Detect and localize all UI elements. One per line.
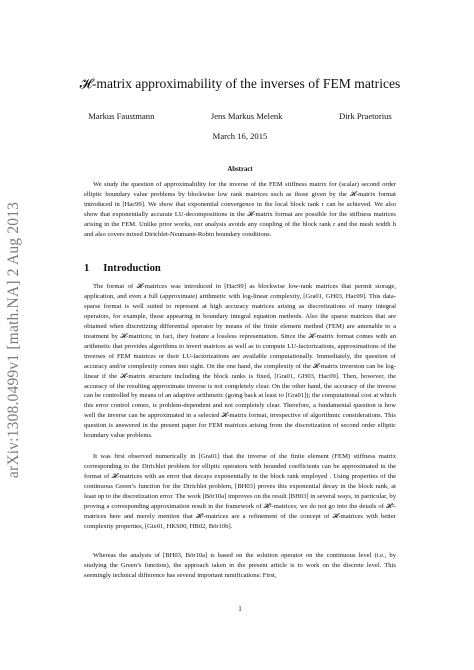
- author-name: Jens Markus Melenk: [210, 111, 283, 121]
- body-paragraph: Whereas the analysis of [BH03, Bör10a] is based on the solution operator on the continuous level (i.e., by studying the Green’s function), the approach taken in the present article is to work on the discrete level. This seemingly technical difference has several important ramifications: First,: [84, 552, 396, 579]
- section-number: 1: [84, 263, 90, 274]
- page-number: 1: [238, 605, 242, 613]
- author-name: Dirk Praetorius: [338, 111, 392, 121]
- body-paragraph: The format of 𝓗-matrices was introduced in [Hac99] as blockwise low-rank matrices that permit storage, application, and even a full (approximate) arithmetic with log-linear complexity, [Gra01, GH03, Hac09]. This data-sparse format is well suited to represent at high accuracy matrices arising as discretizations of many integral operators, for example, those appearing in boundary integral equation methods. Also the sparse matrices that are obtained when discretizing differential operator by means of the finite element method (FEM) are amenable to a treatment by 𝓗-matrices; in fact, they feature a lossless representation. Since the 𝓗-matrix format comes with an arithmetic that provides algorithms to invert matrices as well as to compute LU-factorizations, approximations of the inverses of FEM matrices or their LU-factorizations are available computationally. Immediately, the question of accuracy and/or complexity comes into sight. On the one hand, the complexity of the 𝓗-matrix inversion can be log-linear if the 𝓗-matrix structure including the block ranks is fixed, [Gra01, GH03, Hac09]. Then, however, the accuracy of the resulting approximate inverse is not completely clear. On the other hand, the accuracy of the inverse can be controlled by means of an adaptive arithmetic (going back at least to [Gra01]); the computational cost at which this error control comes, is problem-dependent and not completely clear. Therefore, a fundamental question is how well the inverse can be approximated in a selected 𝓗-matrix format, irrespective of algorithmic considerations. This question is answered in the present paper for FEM matrices arising from the discretization of second order elliptic boundary value problems.: [84, 283, 396, 440]
- section-title: Introduction: [103, 263, 161, 274]
- paper-date: March 16, 2015: [212, 131, 268, 141]
- arxiv-sidebar-stamp: [2, 180, 26, 500]
- paper-title: 𝓗-matrix approximability of the inverses of FEM matrices: [79, 76, 401, 91]
- section-heading: [84, 263, 161, 274]
- arxiv-identifier: arXiv:1308.0499v1 [math.NA] 2 Aug 2013: [5, 201, 22, 479]
- author-name: Markus Faustmann: [88, 111, 155, 121]
- body-paragraph: It was first observed numerically in [Gra01] that the inverse of the finite element (FEM) stiffness matrix corresponding to the Dirichlet problem for elliptic operators with bounded coefficients can be approximated in the format of 𝓗-matrices with an error that decays exponentially in the block rank employed . Using properties of the continuous Green’s function for the Dirichlet problem, [BH03] proves this exponential decay in the block rank, at least up to the discretization error. The work [Bör10a] improves on the result [BH03] in several ways, in particular, by proving a corresponding approximation result in the framework of 𝓗²-matrices; we do not go into the details of 𝓗²-matrices here and merely mention that 𝓗²-matrices are a refinement of the concept of 𝓗-matrices with better complexity properties, [Gie01, HKS00, HB02, Bör10b].: [84, 453, 396, 530]
- abstract-text: We study the question of approximability for the inverse of the FEM stiffness matrix for (scalar) second order elliptic boundary value problems by blockwise low rank matrices such as those given by the 𝓗-matrix format introduced in [Hac99]. We show that exponential convergence in the local block rank r can be achieved. We also show that exponentially accurate LU-decompositions in the 𝓗-matrix format are possible for the stiffness matrices arising in the FEM. Unlike prior works, our analysis avoids any coupling of the block rank r and the mesh width h and also covers mixed Dirichlet-Neumann-Robin boundary conditions.: [84, 181, 396, 238]
- author-list: [60, 111, 420, 121]
- abstract-heading: Abstract: [227, 166, 253, 173]
